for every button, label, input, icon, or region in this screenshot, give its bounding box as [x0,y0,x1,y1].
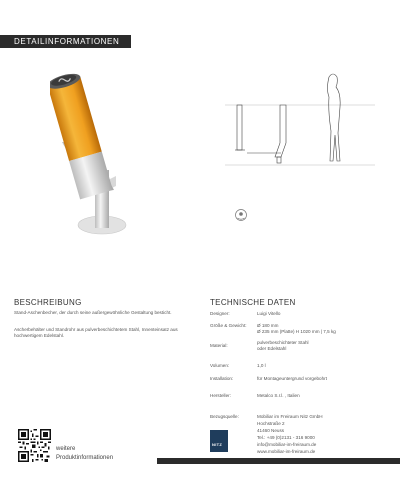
description-title: BESCHREIBUNG [14,298,82,307]
description-text-2: Ascherbehälter und Standrohr aus pulverbeschichtetem Stahl, Innenteinsatz aus hochwertigem Edelstahl. [14,327,178,338]
spec-value-installation: für Montageuntergrund vorgebohrt [257,376,327,381]
spec-value-material: pulverbeschichteter Stahl oder Edelstahl [257,340,309,351]
source-street: Hochstraße 2 [257,421,285,426]
source-phone: Tel.: +49 (0)2131 - 316 9000 [257,435,315,440]
source-website[interactable]: www.mobiliar-im-freiraum.de [257,449,316,454]
source-label: Bezugsquelle: [210,414,239,419]
dimension-drawing [225,65,375,175]
footer-bar [157,458,400,464]
spec-label-designer: Designer: [210,311,230,316]
product-image [50,60,160,250]
spec-label-installation: Installation: [210,376,234,381]
spec-value-size: Ø 180 mm Ø 235 mm (Platte) H 1020 mm | 7,5 kg [257,323,336,334]
source-company: Mobiliar im Freiraum Nitz GmbH [257,414,323,419]
nitz-logo [210,430,228,452]
qr-caption-1: weitere [56,446,76,452]
spec-value-manufacturer: Metalco S.r.l. , Italien [257,393,300,398]
source-email[interactable]: info@mobiliar-im-freiraum.de [257,442,317,447]
spec-label-size: Größe & Gewicht: [210,323,247,328]
rotate-360-icon[interactable] [234,208,248,222]
qr-caption-2: Produktinformationen [56,455,114,461]
spec-label-manufacturer: Hersteller: [210,393,231,398]
spec-value-volume: 1,0 l [257,363,266,368]
qr-code[interactable] [18,429,51,462]
spec-value-designer: Luigi Vitello [257,311,281,316]
specs-title: TECHNISCHE DATEN [210,298,296,307]
description-text-1: Stand-Aschenbecher, der durch seine außergewöhnliche Gestaltung besticht. [14,310,172,315]
spec-label-volume: Volumen: [210,363,230,368]
source-city: 41460 Neuss [257,428,285,433]
nitz-logo-text: NITZ [212,442,223,447]
page-title: DETAILINFORMATIONEN [14,37,120,46]
spec-label-material: Material: [210,343,228,348]
